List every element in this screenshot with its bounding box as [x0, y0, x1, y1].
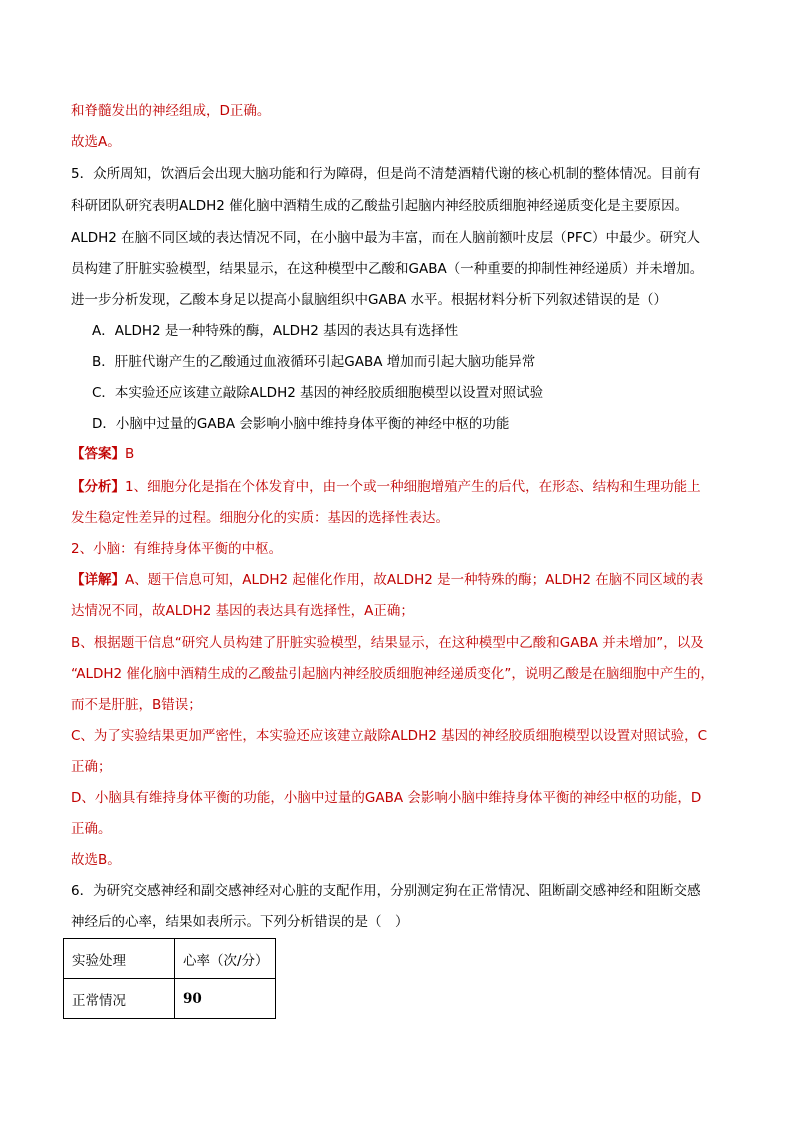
table-header: 心率（次/分） — [175, 939, 276, 979]
detail-line: B、根据题干信息“研究人员构建了肝脏实验模型，结果显示，在这种模型中乙酸和GABA 并未增加”，以及 — [71, 635, 704, 651]
analysis — [71, 477, 701, 497]
question-5-line: 5．众所周知，饮酒后会出现大脑功能和行为障碍，但是尚不清楚酒精代谢的核心机制的整体情况。目前有 — [71, 166, 701, 182]
detail-text: A、题干信息可知，ALDH2 起催化作用，故ALDH2 是一种特殊的酶；ALDH2 在脑不同区域的表 — [125, 572, 704, 588]
detail-line: “ALDH2 催化脑中酒精生成的乙酸盐引起脑内神经胶质细胞神经递质变化”，说明乙酸是在脑细胞中产生的， — [71, 666, 714, 682]
table-header-row — [64, 939, 276, 979]
analysis-text: 1、细胞分化是指在个体发育中，由一个或一种细胞增殖产生的后代，在形态、结构和生理功能上 — [125, 479, 701, 495]
table-cell: 90 — [175, 979, 276, 1019]
detail-line: 正确。 — [71, 821, 112, 837]
detail-line: C、为了实验结果更加严密性，本实验还应该建立敲除ALDH2 基因的神经胶质细胞模型以设置对照试验，C — [71, 728, 708, 744]
table-cell: 正常情况 — [64, 979, 175, 1019]
question-5-line: 进一步分析发现，乙酸本身足以提高小鼠脑组织中GABA 水平。根据材料分析下列叙述错误的是（） — [71, 292, 667, 308]
detail-line: 正确； — [71, 759, 112, 775]
answer-value: B — [125, 446, 135, 462]
table-row — [64, 979, 276, 1019]
text-line: 故选A。 — [71, 134, 121, 150]
option-b: B．肝脏代谢产生的乙酸通过血液循环引起GABA 增加而引起大脑功能异常 — [92, 354, 536, 370]
detail-line: 而不是肝脏，B错误； — [71, 697, 202, 713]
analysis-line: 发生稳定性差异的过程。细胞分化的实质：基因的选择性表达。 — [71, 510, 449, 526]
text-line: 和脊髓发出的神经组成，D正确。 — [71, 103, 271, 119]
option-d: D．小脑中过量的GABA 会影响小脑中维持身体平衡的神经中枢的功能 — [92, 416, 510, 432]
question-5-line: ALDH2 在脑不同区域的表达情况不同，在小脑中最为丰富，而在人脑前额叶皮层（PFC）中最少。研究人 — [71, 230, 701, 246]
question-6-line: 神经后的心率，结果如表所示。下列分析错误的是（ ） — [71, 914, 409, 930]
heart-rate-table — [63, 938, 276, 1019]
answer — [71, 444, 134, 464]
detail — [71, 570, 703, 590]
answer-label: 【答案】 — [71, 446, 125, 462]
question-6-line: 6．为研究交感神经和副交感神经对心脏的支配作用，分别测定狗在正常情况、阻断副交感神经和阻断交感 — [71, 883, 701, 899]
question-5-line: 科研团队研究表明ALDH2 催化脑中酒精生成的乙酸盐引起脑内神经胶质细胞神经递质变化是主要原因。 — [71, 198, 689, 214]
detail-label: 【详解】 — [71, 572, 125, 588]
conclusion: 故选B。 — [71, 852, 121, 868]
analysis-line: 2、小脑：有维持身体平衡的中枢。 — [71, 541, 283, 557]
detail-line: 达情况不同，故ALDH2 基因的表达具有选择性，A正确； — [71, 603, 414, 619]
analysis-label: 【分析】 — [71, 479, 125, 495]
option-a: A．ALDH2 是一种特殊的酶，ALDH2 基因的表达具有选择性 — [92, 323, 459, 339]
detail-line: D、小脑具有维持身体平衡的功能，小脑中过量的GABA 会影响小脑中维持身体平衡的神经中枢的功能，D — [71, 790, 702, 806]
option-c: C．本实验还应该建立敲除ALDH2 基因的神经胶质细胞模型以设置对照试验 — [92, 385, 544, 401]
table-header: 实验处理 — [64, 939, 175, 979]
question-5-line: 员构建了肝脏实验模型，结果显示，在这种模型中乙酸和GABA（一种重要的抑制性神经递质）并未增加。 — [71, 261, 704, 277]
